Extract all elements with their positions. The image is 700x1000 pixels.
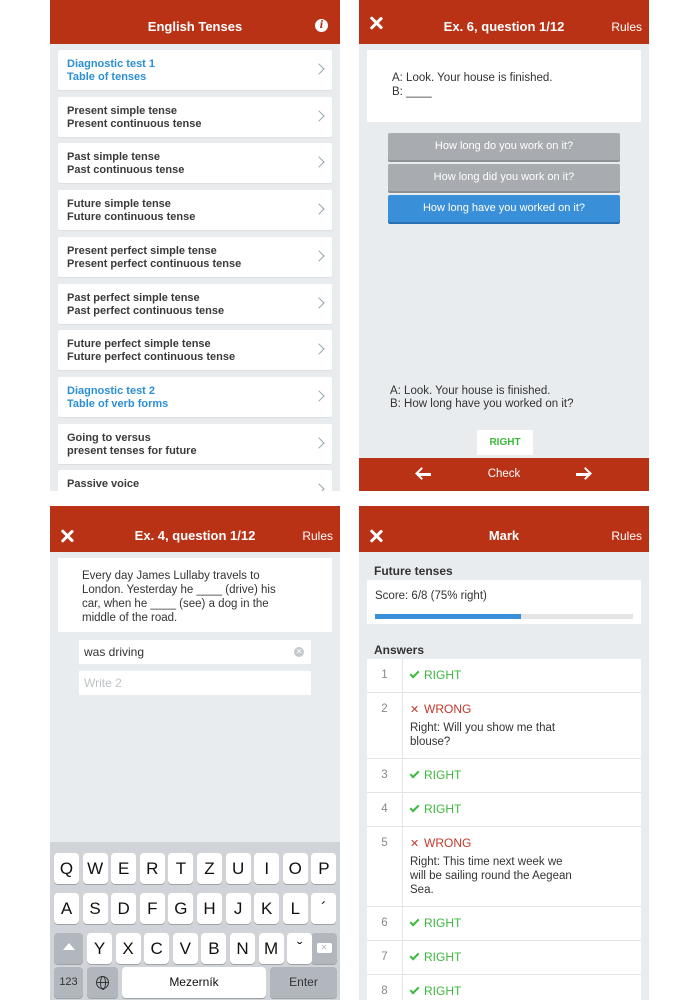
key-space[interactable]: Mezerník <box>122 967 266 998</box>
menu-item-subtitle: Future perfect continuous tense <box>67 351 236 364</box>
check-button[interactable]: Check <box>487 468 521 480</box>
menu-item-subtitle: Past continuous tense <box>67 164 185 177</box>
answer-body <box>402 793 641 826</box>
chevron-right-icon <box>313 157 324 168</box>
screen-title: English Tenses <box>147 19 243 34</box>
answer-number: 2 <box>381 703 388 715</box>
chevron-right-icon <box>313 344 324 355</box>
section-title: Future tenses <box>374 564 453 578</box>
check-icon <box>410 984 420 994</box>
key-letter[interactable]: Q <box>54 853 79 884</box>
answer-body <box>402 975 641 1000</box>
menu-item-title: Diagnostic test 1 <box>67 58 156 70</box>
menu-item-subtitle: Present perfect continuous tense <box>67 257 242 270</box>
menu-item-subtitle: Present continuous tense <box>67 117 202 130</box>
chevron-right-icon <box>313 250 324 261</box>
menu-item[interactable] <box>58 190 332 230</box>
key-letter[interactable]: R <box>140 853 165 884</box>
key-letter[interactable]: F <box>140 893 165 924</box>
key-backspace[interactable] <box>311 933 337 964</box>
answer-number: 4 <box>381 803 388 815</box>
cross-icon: ✕ <box>410 837 420 850</box>
menu-item-title: Future perfect simple tense <box>67 338 211 351</box>
fill-in-exercise-screen <box>50 506 340 1000</box>
key-letter[interactable]: J <box>226 893 251 924</box>
tenses-menu-screen <box>50 0 340 491</box>
answer-status-label: RIGHT <box>424 668 462 682</box>
menu-item-subtitle: Future continuous tense <box>67 211 196 224</box>
exercise-text-line: London. Yesterday he ____ (drive) his <box>82 584 276 596</box>
globe-icon <box>96 976 109 989</box>
answers-table <box>367 659 641 1000</box>
menu-item-subtitle: Table of verb forms <box>67 397 169 410</box>
answer-status-label: RIGHT <box>424 950 462 964</box>
key-letter[interactable]: Y <box>87 933 112 964</box>
answer-input-1-value: was driving <box>84 645 145 659</box>
chevron-right-icon <box>313 110 324 121</box>
menu-item[interactable] <box>58 237 332 277</box>
menu-item[interactable] <box>58 50 332 90</box>
mark-screen <box>359 506 649 1000</box>
choice-exercise-screen <box>359 0 649 491</box>
answer-number: 8 <box>381 985 388 997</box>
shift-icon <box>63 943 75 950</box>
menu-item-title: Past simple tense <box>67 151 160 164</box>
key-shift[interactable] <box>54 933 83 964</box>
menu-item-title: Past perfect simple tense <box>67 291 200 304</box>
arrow-right-icon[interactable] <box>575 466 591 482</box>
key-letter[interactable]: M <box>259 933 284 964</box>
score-card <box>367 580 641 624</box>
answer-body <box>402 693 641 758</box>
answer-line-b: B: How long have you worked on it? <box>390 398 574 410</box>
menu-item[interactable] <box>58 470 332 491</box>
answer-line-a: A: Look. Your house is finished. <box>390 385 551 397</box>
answer-status <box>410 702 633 716</box>
score-progress-fill <box>375 614 521 619</box>
chevron-right-icon <box>313 437 324 448</box>
answer-body <box>402 659 641 692</box>
key-letter[interactable]: O <box>283 853 308 884</box>
rules-button[interactable]: Rules <box>611 20 642 34</box>
key-letter[interactable]: B <box>201 933 226 964</box>
exercise-text-line: Every day James Lullaby travels to <box>82 570 260 582</box>
key-letter[interactable]: H <box>197 893 222 924</box>
key-letter[interactable]: K <box>254 893 279 924</box>
answer-body <box>402 827 641 906</box>
answer-status <box>410 668 633 682</box>
screen-title: Ex. 6, question 1/12 <box>443 19 565 34</box>
menu-item-title: Future simple tense <box>67 198 171 211</box>
check-icon <box>410 950 420 960</box>
key-letter[interactable]: A <box>54 893 79 924</box>
bottom-toolbar <box>359 458 649 491</box>
answer-input-1[interactable] <box>79 640 311 664</box>
key-letter[interactable]: Z <box>197 853 222 884</box>
key-letter[interactable]: V <box>173 933 198 964</box>
answer-option-button[interactable]: How long did you work on it? <box>388 164 620 191</box>
key-numbers[interactable]: 123 <box>54 967 83 998</box>
score-progress-bar <box>375 614 633 619</box>
answer-correction: Right: Will you show me that blouse? <box>410 722 556 748</box>
clear-icon[interactable]: ✕ <box>295 647 303 656</box>
cross-icon: ✕ <box>410 703 420 716</box>
menu-item-subtitle: Table of tenses <box>67 71 147 83</box>
backspace-icon: ✕ <box>317 943 332 953</box>
answer-status-label: WRONG <box>424 702 472 716</box>
key-letter[interactable]: X <box>116 933 141 964</box>
answer-number: 7 <box>381 951 388 963</box>
exercise-text-line: car, when he ____ (see) a dog in the <box>82 598 269 610</box>
app-header <box>359 0 649 44</box>
exercise-text-card <box>58 558 332 632</box>
chevron-right-icon <box>313 484 324 491</box>
question-line-b: B: ____ <box>392 86 432 98</box>
answer-row <box>367 793 641 827</box>
exercise-text-line: middle of the road. <box>82 612 178 624</box>
key-letter[interactable]: W <box>83 853 108 884</box>
menu-item-title: Going to versus <box>67 431 151 444</box>
answer-status <box>410 768 633 782</box>
chevron-right-icon <box>313 63 324 74</box>
answer-status-label: RIGHT <box>424 802 462 816</box>
info-icon[interactable]: i <box>315 19 328 32</box>
screen-title: Ex. 4, question 1/12 <box>134 528 256 543</box>
answer-number: 5 <box>381 837 388 849</box>
result-badge: RIGHT <box>477 430 533 455</box>
answer-status-label: RIGHT <box>424 768 462 782</box>
key-letter[interactable]: N <box>230 933 255 964</box>
answer-row <box>367 907 641 941</box>
menu-item-subtitle: present tenses for future <box>67 444 197 457</box>
chevron-right-icon <box>313 390 324 401</box>
menu-item-subtitle: Past perfect continuous tense <box>67 304 225 317</box>
answer-input-2[interactable]: Write 2 <box>79 671 311 695</box>
key-letter[interactable]: P <box>311 853 336 884</box>
screen-title: Mark <box>488 528 520 543</box>
keyboard <box>50 842 340 1000</box>
rules-button[interactable]: Rules <box>302 529 333 543</box>
app-header <box>50 506 340 552</box>
answer-body <box>402 941 641 974</box>
menu-item-title: Present simple tense <box>67 104 178 117</box>
check-icon <box>410 768 420 778</box>
answer-option-button[interactable]: How long do you work on it? <box>388 133 620 160</box>
menu-item[interactable] <box>58 97 332 137</box>
key-letter[interactable]: I <box>254 853 279 884</box>
key-letter[interactable]: T <box>168 853 193 884</box>
menu-item-title: Passive voice <box>67 478 140 491</box>
answer-number: 6 <box>381 917 388 929</box>
app-header <box>359 506 649 552</box>
app-header <box>50 0 340 44</box>
key-globe[interactable] <box>87 967 118 998</box>
menu-item-title: Present perfect simple tense <box>67 244 217 257</box>
menu-item[interactable] <box>58 330 332 370</box>
answer-status <box>410 916 633 930</box>
key-letter[interactable]: E <box>111 853 136 884</box>
menu-item[interactable] <box>58 143 332 183</box>
rules-button[interactable]: Rules <box>611 529 642 543</box>
score-text: Score: 6/8 (75% right) <box>375 590 487 602</box>
answer-row <box>367 975 641 1000</box>
answer-number: 3 <box>381 769 388 781</box>
chevron-right-icon <box>313 203 324 214</box>
key-letter[interactable]: G <box>168 893 193 924</box>
check-icon <box>410 668 420 678</box>
answer-body <box>402 759 641 792</box>
answer-status-label: RIGHT <box>424 916 462 930</box>
key-letter[interactable]: ˇ <box>287 933 312 964</box>
answers-heading: Answers <box>374 643 425 657</box>
answer-row <box>367 659 641 693</box>
key-letter[interactable]: U <box>226 853 251 884</box>
key-letter[interactable]: L <box>283 893 308 924</box>
answer-status <box>410 836 633 850</box>
answer-correction: Right: This time next week we will be sailing round the Aegean Sea. <box>410 856 572 896</box>
chevron-right-icon <box>313 297 324 308</box>
answer-body <box>402 907 641 940</box>
answer-status <box>410 802 633 816</box>
answer-number: 1 <box>381 669 388 681</box>
key-enter[interactable]: Enter <box>270 967 337 998</box>
key-letter[interactable]: ´ <box>311 893 336 924</box>
answer-status <box>410 984 633 998</box>
answer-row <box>367 759 641 793</box>
key-letter[interactable]: D <box>111 893 136 924</box>
menu-item[interactable] <box>58 284 332 324</box>
menu-item[interactable] <box>58 377 332 417</box>
menu-item[interactable] <box>58 424 332 464</box>
question-card <box>367 50 641 122</box>
answer-option-button[interactable]: How long have you worked on it? <box>388 195 620 222</box>
key-letter[interactable]: S <box>83 893 108 924</box>
check-icon <box>410 802 420 812</box>
check-icon <box>410 916 420 926</box>
answer-row <box>367 941 641 975</box>
question-line-a: A: Look. Your house is finished. <box>392 72 553 84</box>
answer-row <box>367 693 641 759</box>
answer-row <box>367 827 641 907</box>
answer-status <box>410 950 633 964</box>
answer-status-label: WRONG <box>424 836 472 850</box>
answer-status-label: RIGHT <box>424 984 462 998</box>
key-letter[interactable]: C <box>144 933 169 964</box>
menu-item-title: Diagnostic test 2 <box>67 384 156 397</box>
